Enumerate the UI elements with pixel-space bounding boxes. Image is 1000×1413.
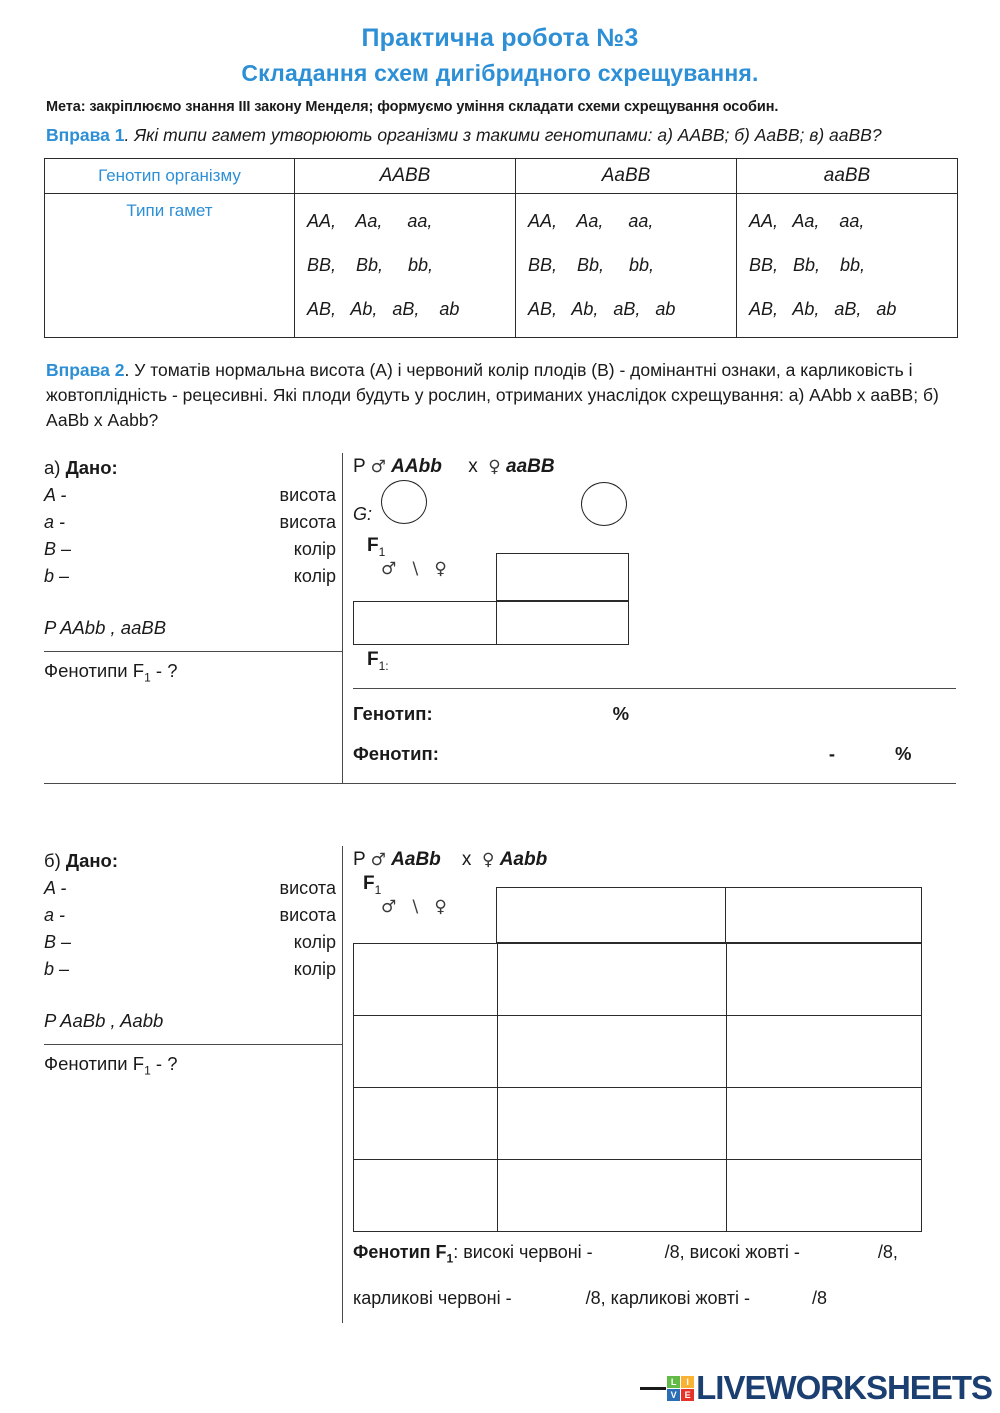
phenotype-result-label-b: Фенотип F [353, 1242, 447, 1263]
phenotype-question-text-a: Фенотипи F [44, 659, 145, 681]
gametes-label-a: G: [353, 503, 373, 524]
phenotype-dash-a: - [828, 743, 836, 765]
cross-line-b [353, 846, 956, 871]
exercise-1-label: Вправа 1 [46, 125, 125, 146]
problem-b-given [44, 846, 342, 1322]
cross-symbol-b: x [461, 849, 472, 871]
male-genotype-a: AAbb [391, 455, 442, 477]
allele-trait: висота [279, 511, 336, 532]
logo-letter-blocks [667, 1376, 694, 1401]
cell-divider-1 [497, 1160, 498, 1231]
punnett-b-header-divider [725, 888, 726, 944]
allele-row-a-1[interactable] [44, 506, 342, 533]
given-prefix-a: а) [44, 456, 61, 478]
given-title-a [44, 453, 342, 479]
allele-row-a-2[interactable] [44, 533, 342, 560]
cell-divider-2 [726, 1088, 727, 1159]
logo-block-v: V [667, 1389, 680, 1401]
phenotype-blank-a[interactable] [439, 743, 829, 765]
phenotype-result-sub-b: 1 [446, 1251, 454, 1266]
goal-text: закріплюємо знання III закону Менделя; формуємо уміння складати схеми схрещування особин. [89, 99, 779, 116]
female-genotype-a: aaBB [506, 455, 555, 477]
f1-colon-a [353, 645, 956, 673]
parents-line-a: P AAbb , aaBB [44, 616, 167, 638]
punnett-a-divider [496, 601, 497, 645]
phenotype-result-a[interactable] [353, 725, 956, 765]
allele-row-b-1[interactable] [44, 899, 342, 926]
logo-block-l: L [667, 1376, 680, 1388]
f1-text-b: F [363, 873, 375, 895]
allele-symbol: A - [44, 484, 67, 505]
exercise-2-label: Вправа 2 [46, 360, 125, 381]
goal-label: Мета: [46, 99, 86, 116]
parents-line-b: P AaBb , Aabb [44, 1010, 164, 1032]
genotype-col-1: AABB [295, 159, 516, 194]
exercise-2-prompt [0, 338, 1000, 433]
table-row-header [45, 159, 958, 194]
gametes-table [44, 158, 958, 338]
problem-b-solution [342, 846, 956, 1322]
result-b-text-3: /8, [877, 1242, 898, 1263]
gamete-cell-2[interactable] [516, 194, 737, 338]
phenotype-question-sub-a: 1 [144, 670, 151, 685]
gamete-line-c2: BB, Bb, bb, [749, 255, 866, 276]
problem-a-bottom-rule [44, 783, 956, 784]
punnett-header-a: ♂ \ ♀ [381, 558, 447, 579]
female-icon: ♀ [481, 850, 495, 871]
cell-divider-1 [497, 1088, 498, 1159]
allele-trait: колір [293, 538, 336, 559]
allele-symbol: B – [44, 538, 72, 559]
allele-symbol: A - [44, 878, 67, 899]
punnett-b-body [353, 943, 922, 1232]
allele-symbol: a - [44, 905, 66, 926]
result-b-text-4: карликові червоні - [353, 1287, 512, 1308]
table-row-gametes [45, 194, 958, 338]
given-label-a: Дано: [65, 456, 118, 478]
cell-divider-2 [726, 1016, 727, 1087]
genotype-percent-a: % [612, 703, 630, 725]
p-label-b: P [353, 849, 366, 871]
phenotype-result-b-line2[interactable] [353, 1266, 956, 1309]
phenotype-question-b [44, 1044, 342, 1078]
allele-row-b-0[interactable] [44, 872, 342, 899]
page-title: Практична робота №3 [361, 24, 639, 52]
allele-row-a-3[interactable] [44, 560, 342, 587]
phenotype-question-tail-b: - ? [150, 1053, 178, 1075]
allele-row-a-0[interactable] [44, 479, 342, 506]
liveworksheets-logo[interactable] [640, 1369, 992, 1407]
solution-b-spacer [353, 1309, 956, 1323]
exercise-1-prompt [0, 115, 1000, 148]
f1-sub-b: 1 [374, 883, 382, 898]
phenotype-label-a: Фенотип: [353, 743, 439, 765]
result-b-text-2: /8, високі жовті - [664, 1242, 800, 1263]
allele-symbol: b – [44, 959, 70, 980]
punnett-a-body-row[interactable] [353, 601, 629, 645]
phenotype-question-text-b: Фенотипи F [44, 1053, 145, 1075]
problem-a-columns [44, 453, 956, 784]
solution-a-spacer [353, 765, 956, 783]
female-genotype-b: Aabb [499, 849, 548, 871]
page-subtitle: Складання схем дигібридного схрещування. [241, 59, 759, 86]
logo-dash-icon [640, 1387, 666, 1390]
gamete-cell-1[interactable] [295, 194, 516, 338]
cell-divider-1 [497, 944, 498, 1015]
punnett-header-b: ♂ \ ♀ [381, 897, 447, 918]
gamete-cell-3[interactable] [737, 194, 958, 338]
given-title-b [44, 846, 342, 872]
problem-b [44, 846, 956, 1322]
punnett-b-row-3[interactable] [354, 1087, 921, 1159]
result-b-text-5: /8, карликові жовті - [585, 1287, 750, 1308]
punnett-a-header-cell[interactable] [496, 553, 629, 601]
male-icon: ♂ [370, 850, 386, 871]
f1-sub-a: 1 [378, 544, 386, 559]
male-genotype-b: AaBb [391, 849, 441, 871]
goal-line [0, 86, 1000, 115]
allele-trait: висота [279, 878, 336, 899]
gamete-line-b2: BB, Bb, bb, [528, 255, 655, 276]
gamete-line-a2: BB, Bb, bb, [307, 255, 434, 276]
allele-trait: колір [293, 565, 336, 586]
problem-a-given [44, 453, 342, 784]
exercise-1-text: . Які типи гамет утворюють організми з такими генотипами: а) ААВВ; б) АаВВ; в) ааВВ? [124, 125, 882, 146]
gamete-line-a3: AB, Ab, aB, ab [307, 299, 460, 320]
punnett-b-row-4[interactable] [354, 1159, 921, 1231]
row-header-gametes: Типи гамет [45, 194, 295, 338]
allele-symbol: b – [44, 565, 70, 586]
logo-block-e: E [681, 1389, 694, 1401]
allele-trait: колір [293, 932, 336, 953]
punnett-b-row-1[interactable] [354, 943, 921, 1015]
given-label-b: Дано: [65, 850, 119, 872]
result-b-text-6: /8 [811, 1287, 827, 1308]
allele-trait: висота [279, 905, 336, 926]
allele-trait: висота [279, 484, 336, 505]
allele-row-b-2[interactable] [44, 926, 342, 953]
phenotype-result-b-line1[interactable] [353, 1233, 956, 1266]
f1-colon-sub-a: 1: [378, 658, 389, 673]
gametes-table-wrap [0, 148, 1000, 338]
phenotype-blank2-a[interactable] [835, 743, 895, 765]
result-b-text-1: : високі червоні - [453, 1242, 593, 1263]
punnett-square-b [353, 887, 956, 1233]
given-prefix-b: б) [44, 850, 61, 872]
logo-wordmark: LIVEWORKSHEETS [696, 1369, 992, 1406]
row-header-genotype: Генотип організму [45, 159, 295, 194]
genotype-col-3: aaBB [737, 159, 958, 194]
allele-row-b-3[interactable] [44, 953, 342, 980]
genotype-blank-a[interactable] [433, 703, 613, 725]
male-icon: ♂ [370, 456, 386, 477]
cross-symbol-a: x [468, 455, 478, 477]
allele-symbol: a - [44, 511, 66, 532]
genotype-col-2: AaBB [516, 159, 737, 194]
problem-a-solution [342, 453, 956, 784]
p-label-a: P [353, 455, 366, 477]
problem-b-columns [44, 846, 956, 1322]
cross-line-a [353, 453, 956, 478]
exercise-2-text: . У томатів нормальна висота (А) і червоний колір плодів (В) - домінантні ознаки, а карликовість і жовтоплідність - рецесивні. Які плоди будуть у рослин, отриманих унаслідок схрещування: а) ААbb x ааВВ; б) АаВb x Ааbb? [46, 360, 939, 430]
allele-trait: колір [293, 959, 336, 980]
gamete-line-c3: AB, Ab, aB, ab [749, 299, 897, 320]
phenotype-percent-a: % [895, 743, 912, 765]
gamete-line-b1: AA, Aa, aa, [528, 211, 654, 232]
f1-text-a: F [367, 534, 379, 556]
cell-divider-2 [726, 944, 727, 1015]
punnett-square-a [353, 553, 956, 645]
genotype-result-a[interactable] [353, 688, 956, 725]
female-icon: ♀ [488, 456, 501, 477]
genotype-label-a: Генотип: [353, 703, 433, 725]
problem-a [44, 453, 956, 785]
f1-colon-text-a: F [367, 648, 379, 670]
phenotype-question-a [44, 651, 342, 685]
cell-divider-2 [726, 1160, 727, 1231]
allele-symbol: B – [44, 932, 72, 953]
given-a-spacer [44, 685, 342, 741]
gamete-line-c1: AA, Aa, aa, [749, 211, 865, 232]
phenotype-question-tail-a: - ? [150, 659, 178, 681]
gamete-line-a1: AA, Aa, aa, [307, 211, 433, 232]
punnett-b-row-2[interactable] [354, 1015, 921, 1087]
punnett-b-header-cells[interactable] [496, 887, 922, 943]
logo-block-i: I [681, 1376, 694, 1388]
cell-divider-1 [497, 1016, 498, 1087]
gamete-line-b3: AB, Ab, aB, ab [528, 299, 676, 320]
phenotype-question-sub-b: 1 [144, 1064, 151, 1079]
